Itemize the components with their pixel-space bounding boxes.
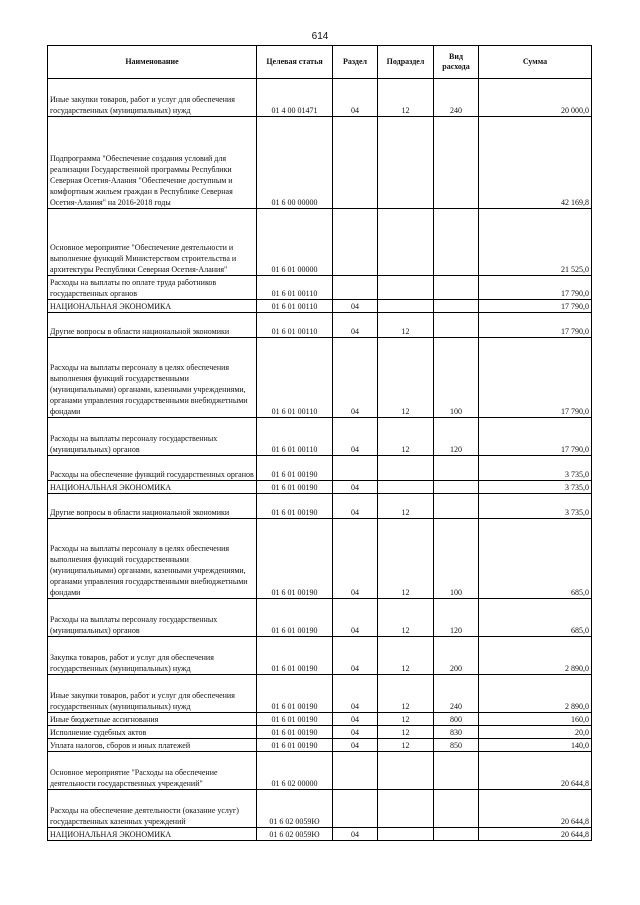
row-expense-type [434, 481, 479, 494]
row-target-article: 01 6 01 00190 [257, 675, 333, 713]
row-expense-type: 830 [434, 726, 479, 739]
table-row [48, 828, 592, 841]
row-target-article: 01 6 01 00110 [257, 418, 333, 456]
row-sum: 3 735,0 [479, 456, 592, 481]
table-row [48, 117, 592, 209]
table-row [48, 481, 592, 494]
table-row [48, 752, 592, 790]
row-expense-type [434, 209, 479, 276]
row-target-article: 01 6 01 00190 [257, 599, 333, 637]
row-subsection: 12 [378, 675, 434, 713]
row-subsection: 12 [378, 739, 434, 752]
header-subsection: Подраздел [378, 46, 434, 79]
row-target-article: 01 6 01 00000 [257, 209, 333, 276]
table-row [48, 726, 592, 739]
row-subsection [378, 481, 434, 494]
table-row [48, 790, 592, 828]
row-expense-type: 200 [434, 637, 479, 675]
row-subsection: 12 [378, 713, 434, 726]
row-target-article: 01 6 01 00190 [257, 494, 333, 519]
row-subsection [378, 276, 434, 300]
row-section: 04 [333, 675, 378, 713]
row-target-article: 01 6 02 0059Ю [257, 828, 333, 841]
table-row [48, 313, 592, 338]
row-section: 04 [333, 726, 378, 739]
row-subsection: 12 [378, 519, 434, 599]
row-section [333, 117, 378, 209]
row-expense-type: 240 [434, 79, 479, 117]
row-sum: 17 790,0 [479, 338, 592, 418]
row-expense-type [434, 456, 479, 481]
row-expense-type: 850 [434, 739, 479, 752]
row-section: 04 [333, 418, 378, 456]
row-target-article: 01 6 01 00110 [257, 300, 333, 313]
row-target-article: 01 6 01 00110 [257, 276, 333, 300]
row-sum: 20,0 [479, 726, 592, 739]
row-section: 04 [333, 599, 378, 637]
row-target-article: 01 4 00 01471 [257, 79, 333, 117]
row-sum: 17 790,0 [479, 418, 592, 456]
row-expense-type [434, 790, 479, 828]
row-subsection [378, 752, 434, 790]
row-subsection [378, 117, 434, 209]
header-target-article: Целевая статья [257, 46, 333, 79]
table-row [48, 675, 592, 713]
row-target-article: 01 6 01 00110 [257, 313, 333, 338]
row-section: 04 [333, 300, 378, 313]
row-sum: 140,0 [479, 739, 592, 752]
header-section: Раздел [333, 46, 378, 79]
row-expense-type: 100 [434, 338, 479, 418]
row-expense-type: 240 [434, 675, 479, 713]
row-name: Иные закупки товаров, работ и услуг для обеспечения государственных (муниципальных) нужд [48, 79, 257, 117]
row-sum: 17 790,0 [479, 276, 592, 300]
row-target-article: 01 6 02 0059Ю [257, 790, 333, 828]
row-section: 04 [333, 481, 378, 494]
row-section: 04 [333, 313, 378, 338]
row-sum: 17 790,0 [479, 313, 592, 338]
row-section [333, 209, 378, 276]
row-target-article: 01 6 01 00190 [257, 481, 333, 494]
row-section: 04 [333, 338, 378, 418]
table-row [48, 276, 592, 300]
row-name: Иные закупки товаров, работ и услуг для обеспечения государственных (муниципальных) нужд [48, 675, 257, 713]
row-target-article: 01 6 01 00190 [257, 456, 333, 481]
row-subsection: 12 [378, 726, 434, 739]
row-sum: 20 000,0 [479, 79, 592, 117]
page-number: 614 [311, 31, 329, 42]
table-row [48, 713, 592, 726]
row-target-article: 01 6 01 00190 [257, 713, 333, 726]
table-row [48, 418, 592, 456]
row-sum: 20 644,8 [479, 790, 592, 828]
row-expense-type [434, 300, 479, 313]
row-subsection: 12 [378, 338, 434, 418]
row-section [333, 456, 378, 481]
row-name: Расходы на выплаты персоналу в целях обеспечения выполнения функций государственными (муниципальными) органами, казенными учреждениями, органами управления государственными внебюджетными фондами [48, 519, 257, 599]
row-subsection [378, 790, 434, 828]
header-sum: Сумма [479, 46, 592, 79]
row-name: Подпрограмма "Обеспечение создания условий для реализации Государственной программы Республики Северная Осетия-Алания "Обеспечение доступным и комфортным жильем граждан в Республике Северная Осетия-Алания" на 2016-2018 годы [48, 117, 257, 209]
row-section [333, 276, 378, 300]
budget-table [47, 45, 592, 841]
row-sum: 20 644,8 [479, 752, 592, 790]
row-expense-type [434, 117, 479, 209]
row-name: Уплата налогов, сборов и иных платежей [48, 739, 257, 752]
row-subsection [378, 209, 434, 276]
row-expense-type [434, 313, 479, 338]
table-row [48, 79, 592, 117]
row-name: Расходы на выплаты персоналу в целях обеспечения выполнения функций государственными (муниципальными) органами, казенными учреждениями, органами управления государственными внебюджетными фондами [48, 338, 257, 418]
row-section: 04 [333, 828, 378, 841]
row-target-article: 01 6 01 00190 [257, 726, 333, 739]
row-name: Иные бюджетные ассигнования [48, 713, 257, 726]
row-sum: 17 790,0 [479, 300, 592, 313]
row-expense-type: 100 [434, 519, 479, 599]
header-name: Наименование [48, 46, 257, 79]
row-target-article: 01 6 01 00190 [257, 519, 333, 599]
header-expense-type: Вид расхода [434, 46, 479, 79]
row-name: Расходы на обеспечение деятельности (оказание услуг) государственных казенных учреждений [48, 790, 257, 828]
row-sum: 160,0 [479, 713, 592, 726]
table-header-row [48, 46, 592, 79]
row-subsection [378, 828, 434, 841]
row-name: Исполнение судебных актов [48, 726, 257, 739]
row-target-article: 01 6 00 00000 [257, 117, 333, 209]
row-name: НАЦИОНАЛЬНАЯ ЭКОНОМИКА [48, 828, 257, 841]
row-sum: 3 735,0 [479, 481, 592, 494]
row-target-article: 01 6 01 00190 [257, 739, 333, 752]
row-section: 04 [333, 519, 378, 599]
row-name: Основное мероприятие "Обеспечение деятельности и выполнение функций Министерством строительства и архитектуры Республики Северная Осетия-Алания" [48, 209, 257, 276]
table-row [48, 494, 592, 519]
row-sum: 20 644,8 [479, 828, 592, 841]
row-name: НАЦИОНАЛЬНАЯ ЭКОНОМИКА [48, 481, 257, 494]
row-name: Закупка товаров, работ и услуг для обеспечения государственных (муниципальных) нужд [48, 637, 257, 675]
row-name: Расходы на выплаты персоналу государственных (муниципальных) органов [48, 418, 257, 456]
row-name: Расходы на выплаты по оплате труда работников государственных органов [48, 276, 257, 300]
table-row [48, 739, 592, 752]
row-target-article: 01 6 02 00000 [257, 752, 333, 790]
row-subsection [378, 456, 434, 481]
row-sum: 2 890,0 [479, 675, 592, 713]
row-name: Другие вопросы в области национальной экономики [48, 494, 257, 519]
row-sum: 42 169,8 [479, 117, 592, 209]
row-subsection: 12 [378, 494, 434, 519]
row-name: Основное мероприятие "Расходы на обеспечение деятельности государственных учреждений" [48, 752, 257, 790]
row-section: 04 [333, 79, 378, 117]
row-name: Расходы на выплаты персоналу государственных (муниципальных) органов [48, 599, 257, 637]
table-row [48, 338, 592, 418]
row-subsection [378, 300, 434, 313]
table-row [48, 300, 592, 313]
row-sum: 2 890,0 [479, 637, 592, 675]
table-row [48, 637, 592, 675]
row-expense-type [434, 494, 479, 519]
row-section: 04 [333, 739, 378, 752]
row-subsection: 12 [378, 418, 434, 456]
row-section: 04 [333, 713, 378, 726]
row-name: Расходы на обеспечение функций государственных органов [48, 456, 257, 481]
row-subsection: 12 [378, 313, 434, 338]
row-expense-type [434, 828, 479, 841]
table-row [48, 599, 592, 637]
row-expense-type [434, 752, 479, 790]
row-expense-type [434, 276, 479, 300]
row-target-article: 01 6 01 00110 [257, 338, 333, 418]
row-sum: 685,0 [479, 519, 592, 599]
row-name: Другие вопросы в области национальной экономики [48, 313, 257, 338]
table-row [48, 209, 592, 276]
row-sum: 21 525,0 [479, 209, 592, 276]
row-sum: 685,0 [479, 599, 592, 637]
row-expense-type: 120 [434, 418, 479, 456]
row-section: 04 [333, 494, 378, 519]
row-expense-type: 800 [434, 713, 479, 726]
row-section [333, 790, 378, 828]
row-name: НАЦИОНАЛЬНАЯ ЭКОНОМИКА [48, 300, 257, 313]
row-subsection: 12 [378, 637, 434, 675]
row-section [333, 752, 378, 790]
row-sum: 3 735,0 [479, 494, 592, 519]
row-section: 04 [333, 637, 378, 675]
row-subsection: 12 [378, 79, 434, 117]
table-row [48, 456, 592, 481]
table-row [48, 519, 592, 599]
row-subsection: 12 [378, 599, 434, 637]
row-expense-type: 120 [434, 599, 479, 637]
row-target-article: 01 6 01 00190 [257, 637, 333, 675]
